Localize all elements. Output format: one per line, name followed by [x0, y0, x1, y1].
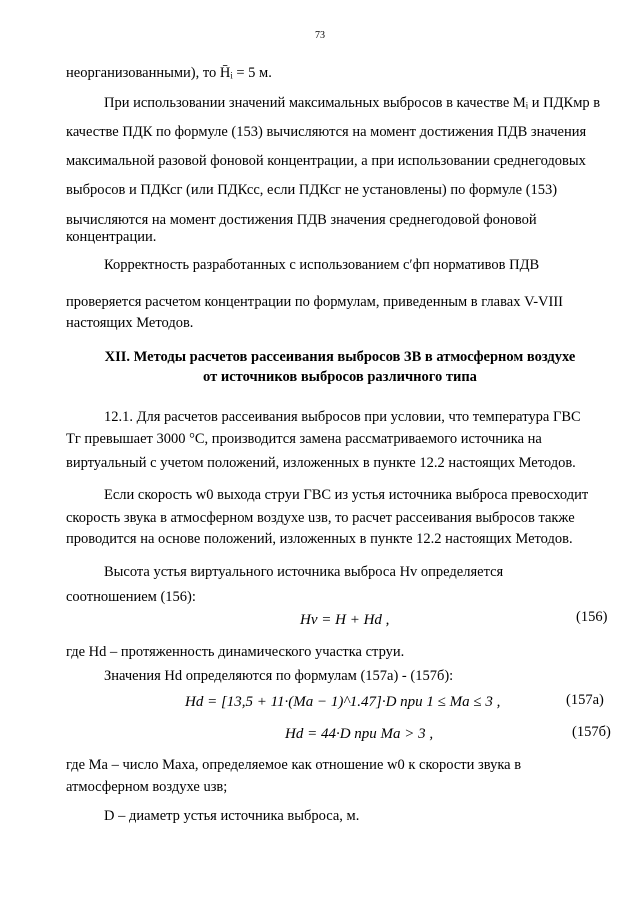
text-line: атмосферном воздухе uзв;	[66, 779, 228, 795]
text-line: соотношением (156):	[66, 589, 196, 605]
text-line: концентрации.	[66, 229, 157, 245]
text-line: Корректность разработанных с использованием c′фп нормативов ПДВ	[104, 257, 540, 273]
text-line: Высота устья виртуального источника выброса Hv определяется	[104, 564, 504, 580]
page-number: 73	[315, 30, 325, 41]
section-heading-line1: XII. Методы расчетов рассеивания выбросов ЗВ в атмосферном воздухе	[104, 349, 576, 365]
text-line: 12.1. Для расчетов рассеивания выбросов при условии, что температура ГВС	[104, 409, 581, 425]
text-line: Tг превышает 3000 °C, производится замена рассматриваемого источника на	[66, 431, 542, 447]
text-line: неорганизованными), то H̄ᵢ = 5 м.	[66, 65, 272, 81]
text-line: качестве ПДК по формуле (153) вычисляются на момент достижения ПДВ значения	[66, 124, 587, 140]
text-line: Если скорость w0 выхода струи ГВС из устья источника выброса превосходит	[104, 487, 589, 503]
text-line: настоящих Методов.	[66, 315, 194, 331]
formula-156: Hv = H + Hd ,	[300, 612, 390, 628]
text-line: проводится на основе положений, изложенных в пункте 12.2 настоящих Методов.	[66, 531, 573, 547]
text-line: где Hd – протяженность динамического участка струи.	[66, 644, 405, 660]
text-line: проверяется расчетом концентрации по формулам, приведенным в главах V-VIII	[66, 294, 564, 310]
text-line: Значения Hd определяются по формулам (157а) - (157б):	[104, 668, 454, 684]
paragraph-line	[104, 96, 604, 111]
text-line: максимальной разовой фоновой концентрации, а при использовании среднегодовых	[66, 153, 586, 169]
text-line: виртуальный с учетом положений, изложенных в пункте 12.2 настоящих Методов.	[66, 455, 576, 471]
text-line: выбросов и ПДКсг (или ПДКсс, если ПДКсг не установлены) по формуле (153)	[66, 182, 558, 198]
text-line: При использовании значений максимальных выбросов в качестве Mᵢ и ПДКмр в	[104, 95, 601, 111]
text-line: вычисляются на момент достижения ПДВ значения среднегодовой фоновой	[66, 212, 537, 228]
text-line: D – диаметр устья источника выброса, м.	[104, 808, 360, 824]
equation-number: (157б)	[572, 724, 611, 740]
text-line: скорость звука в атмосферном воздухе uзв, то расчет рассеивания выбросов также	[66, 510, 575, 526]
equation-number: (157а)	[566, 692, 604, 708]
text-line: где Ma – число Маха, определяемое как отношение w0 к скорости звука в	[66, 757, 522, 773]
section-heading-line2: от источников выбросов различного типа	[203, 369, 477, 385]
equation-number: (156)	[576, 609, 608, 625]
formula-157b: Hd = 44·D при Ma > 3 ,	[285, 726, 434, 742]
formula-157a: Hd = [13,5 + 11·(Ma − 1)^1.47]·D при 1 ≤ Ma ≤ 3 ,	[185, 694, 501, 710]
